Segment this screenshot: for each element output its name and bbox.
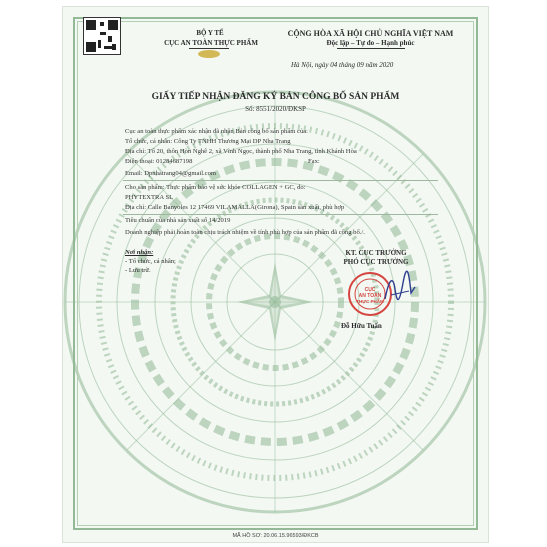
handwritten-signature [381,269,417,309]
signatory-title: KT. CỤC TRƯỞNG [345,249,407,257]
body-line: Cho sản phẩm: Thực phẩm bảo vệ sức khỏe COLLAGEN + GC, do: [125,184,306,191]
fax-label: Fax: [308,158,320,165]
signatory-name: Đỗ Hữu Tuấn [341,322,382,330]
svg-text:CỤC: CỤC [364,287,376,293]
signatory-subtitle: PHÓ CỤC TRƯỞNG [343,258,409,266]
divider [123,214,438,215]
ministry-emblem-icon [197,49,221,59]
ministry-name: BỘ Y TẾ [196,29,224,37]
body-line: Địa chỉ: Tổ 20, thôn Hòn Nghê 2, xã Vĩnh Ngọc, thành phố Nha Trang, tỉnh Khánh Hòa [125,148,357,155]
body-line: PHYTEXTRA SL [125,194,174,201]
document-number: Số: 8551/2020/ĐKSP [245,105,306,113]
body-line: Doanh nghiệp phải hoàn toàn chịu trách nhiệm về tính phù hợp của sản phẩm đã công bố./. [125,229,365,236]
body-line: Cục an toàn thực phẩm xác nhận đã nhận Bản công bố sản phẩm của: [125,128,309,135]
body-line: Tổ chức, cá nhân: Công Ty TNHH Thương Mại DP Nha Trang [125,138,291,145]
body-line: Tiêu chuẩn của nhà sản xuất số 14/2019 [125,217,231,224]
recipient-item: - Tổ chức, cá nhân; [125,258,176,265]
svg-text:AN TOÀN: AN TOÀN [358,293,382,299]
svg-text:THỰC PHẨM: THỰC PHẨM [356,299,384,304]
divider [123,180,438,181]
department-name: CỤC AN TOÀN THỰC PHẨM [164,39,258,47]
motto: Độc lập – Tự do – Hạnh phúc [326,39,415,47]
body-line: Email: Dpnhatrang04@gmail.com [125,170,217,177]
motto-underline [337,48,405,49]
certificate-document [62,6,489,543]
recipients-heading: Nơi nhận: [125,249,154,256]
country-name: CỘNG HÒA XÃ HỘI CHỦ NGHĨA VIỆT NAM [287,29,454,38]
recipient-item: - Lưu trữ. [125,267,151,274]
document-title: GIẤY TIẾP NHẬN ĐĂNG KÝ BẢN CÔNG BỐ SẢN PHẨM [151,92,400,102]
qr-code-icon [83,17,121,55]
document-code: MÃ HỒ SƠ: 20.06.15.96593/ĐKCB [232,533,319,539]
body-line: Địa chỉ: Calle Banyoles 12 17469 VILAMALLA(Girona), Spain sản xuất, phù hợp [125,204,345,211]
body-line: Điện thoại: 01284687198 [125,158,193,165]
issue-date: Hà Nội, ngày 04 tháng 09 năm 2020 [291,61,394,69]
